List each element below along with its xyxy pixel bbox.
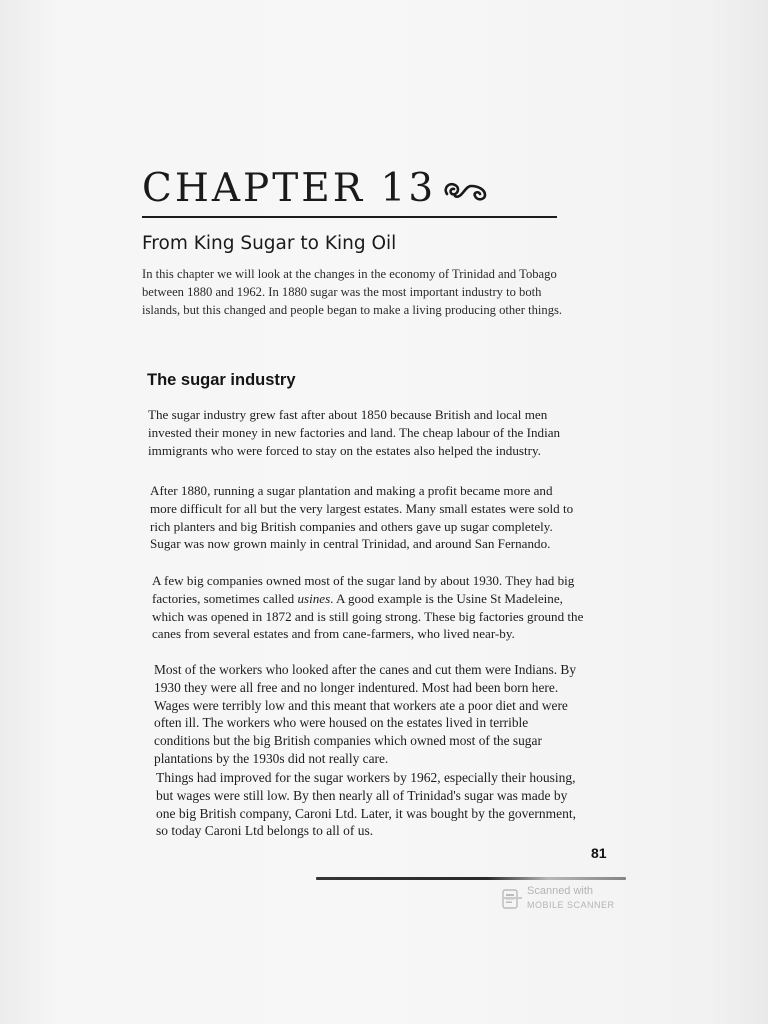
body-paragraph-1: The sugar industry grew fast after about 1850 because British and local men invested their money in new factories and land. The cheap labour of the Indian immigrants who were forced to stay on the estates also helped the industry. (148, 407, 561, 458)
chapter-title: CHAPTER 13 (142, 166, 437, 211)
scanner-icon (502, 888, 522, 910)
section-heading: The sugar industry (147, 371, 296, 389)
paragraph-text: . A good example is the Usine St Madeleine, which was opened in 1872 and is still going strong. These big factories ground the canes from several estates and from cane-farmers, who lived near-by. (152, 590, 584, 642)
body-paragraph-3 (152, 572, 584, 643)
emphasis-term: usines (297, 590, 331, 606)
swirl-ornament-icon (441, 178, 491, 204)
scanner-watermark-line2: MOBILE SCANNER (527, 900, 615, 910)
body-paragraph-4: Most of the workers who looked after the canes and cut them were Indians. By 1930 they were all free and no longer indentured. Most had been born here. Wages were terribly low and this meant that workers ate a poor diet and were often ill. The workers who were housed on the estates lived in terrible conditions but the big British companies which owned most of the sugar plantations by the 1930s did not really care. (154, 662, 577, 766)
page-number: 81 (591, 845, 607, 861)
paragraph-text: A few big companies owned most of the sugar land by about 1930. They had big factories, sometimes called (152, 573, 575, 606)
chapter-subtitle: From King Sugar to King Oil (142, 233, 397, 254)
footer-rule (316, 877, 626, 880)
body-paragraph-5: Things had improved for the sugar workers by 1962, especially their housing, but wages were still low. By then nearly all of Trinidad's sugar was made by one big British company, Caroni Ltd. Later, it was bought by the government, so today Caroni Ltd belongs to all of us. (156, 770, 577, 839)
scanner-watermark (502, 884, 632, 914)
chapter-title-rule (142, 216, 557, 218)
scanner-watermark-line1: Scanned with (527, 885, 594, 897)
body-paragraph-2: After 1880, running a sugar plantation and making a profit became more and more difficult for all but the very largest estates. Many small estates were sold to rich planters and big British companies and others gave up sugar completely. Sugar was now grown mainly in central Trinidad, and around San Fernando. (150, 483, 574, 552)
chapter-intro: In this chapter we will look at the changes in the economy of Trinidad and Tobago between 1880 and 1962. In 1880 sugar was the most important industry to both islands, but this changed and people began to make a living producing other things. (142, 267, 563, 317)
